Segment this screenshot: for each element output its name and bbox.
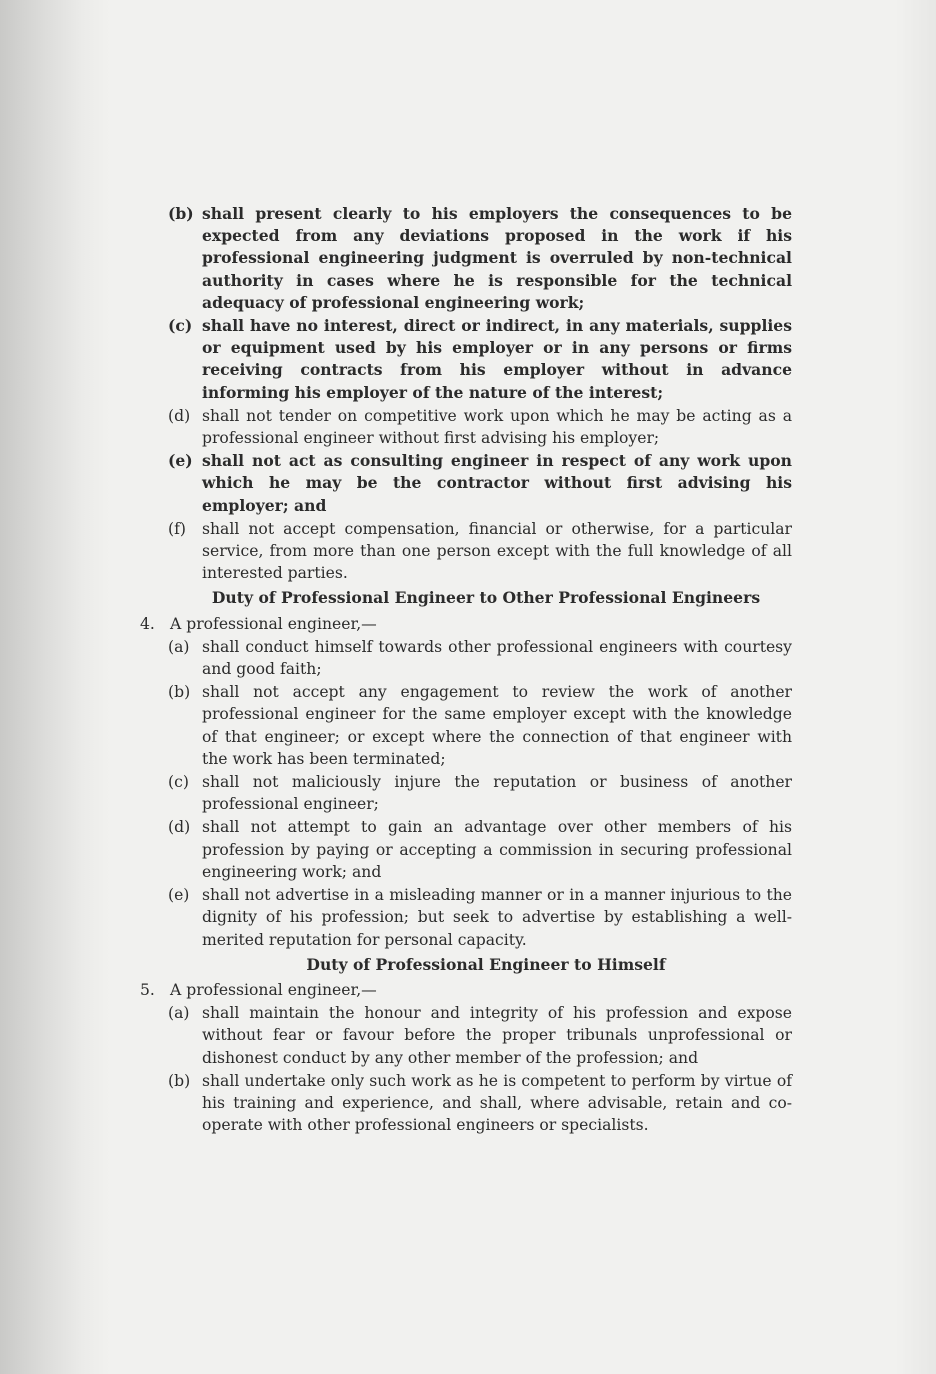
clause-text: shall not accept compensation, financial or otherwise, for a particular service, from more than one person except with the full knowledge of all interested parties. xyxy=(202,519,792,583)
clause-marker: (c) xyxy=(168,316,193,336)
section-intro-text: A professional engineer,— xyxy=(170,614,377,633)
clause-text: shall not advertise in a misleading manner or in a manner injurious to the dignity of his profession; but seek to advertise by establishing a well-merited reputation for personal capacity. xyxy=(202,886,792,949)
clause-4e xyxy=(140,884,792,951)
clause-text: shall not act as consulting engineer in respect of any work upon which he may be the contractor without first advising his employer; and xyxy=(202,451,792,515)
clause-marker: (b) xyxy=(168,683,191,702)
clause-text: shall not maliciously injure the reputation or business of another professional engineer; xyxy=(202,773,792,814)
clause-4c xyxy=(140,771,792,815)
clause-text: shall present clearly to his employers the consequences to be expected from any deviations proposed in the work if his professional engineering judgment is overruled by non-technical authority in cases where he is responsible for the technical adequacy of professional engineering work; xyxy=(202,204,792,312)
clause-text: shall conduct himself towards other professional engineers with courtesy and good faith; xyxy=(202,637,792,679)
clause-marker: (d) xyxy=(168,818,191,837)
clause-marker: (e) xyxy=(168,886,190,905)
clause-text: shall not tender on competitive work upon which he may be acting as a professional engineer without first advising his employer; xyxy=(202,406,792,448)
clause-text: shall maintain the honour and integrity of his profession and expose without fear or favour before the proper tribunals unprofessional or dishonest conduct by any other member of the profession; and xyxy=(202,1004,792,1067)
clause-marker: (f) xyxy=(168,519,186,538)
page-edge-shadow xyxy=(0,0,110,1374)
clause-3c xyxy=(140,315,792,404)
clause-marker: (a) xyxy=(168,1004,190,1023)
clause-3f xyxy=(140,518,792,585)
clause-marker: (d) xyxy=(168,406,191,425)
clause-marker: (b) xyxy=(168,1071,191,1090)
document-body xyxy=(140,203,792,1137)
clause-marker: (b) xyxy=(168,204,194,223)
section-number: 4. xyxy=(140,614,155,633)
section-number: 5. xyxy=(140,980,155,999)
clause-3d xyxy=(140,405,792,449)
clause-3e xyxy=(140,450,792,517)
section-intro xyxy=(140,613,792,635)
page-edge-right xyxy=(896,0,936,1374)
clause-4b xyxy=(140,681,792,770)
clause-text: shall undertake only such work as he is competent to perform by virtue of his training and experience, and shall, where advisable, retain and co-operate with other professional engineers or specialists. xyxy=(202,1071,792,1135)
section-heading: Duty of Professional Engineer to Other Professional Engineers xyxy=(211,588,761,608)
clause-marker: (a) xyxy=(168,637,190,656)
clause-5a xyxy=(140,1002,792,1069)
clause-text: shall have no interest, direct or indirect, in any materials, supplies or equipment used by his employer or in any persons or firms receiving contracts from his employer without in advance informing his employer of the nature of the interest; xyxy=(202,316,792,402)
section-intro xyxy=(140,979,792,1001)
clause-text: shall not accept any engagement to review the work of another professional engineer for the same employer except with the knowledge of that engineer; or except where the connection of that engineer with the work has been terminated; xyxy=(202,683,792,768)
clause-marker: (c) xyxy=(168,773,189,792)
clause-5b xyxy=(140,1070,792,1137)
clause-text: shall not attempt to gain an advantage over other members of his profession by paying or accepting a commission in securing professional engineering work; and xyxy=(202,818,792,881)
clause-4a xyxy=(140,636,792,680)
section-heading: Duty of Professional Engineer to Himself xyxy=(306,954,666,974)
clause-3b xyxy=(140,203,792,314)
clause-marker: (e) xyxy=(168,451,193,471)
clause-4d xyxy=(140,816,792,883)
section-intro-text: A professional engineer,— xyxy=(170,980,377,999)
